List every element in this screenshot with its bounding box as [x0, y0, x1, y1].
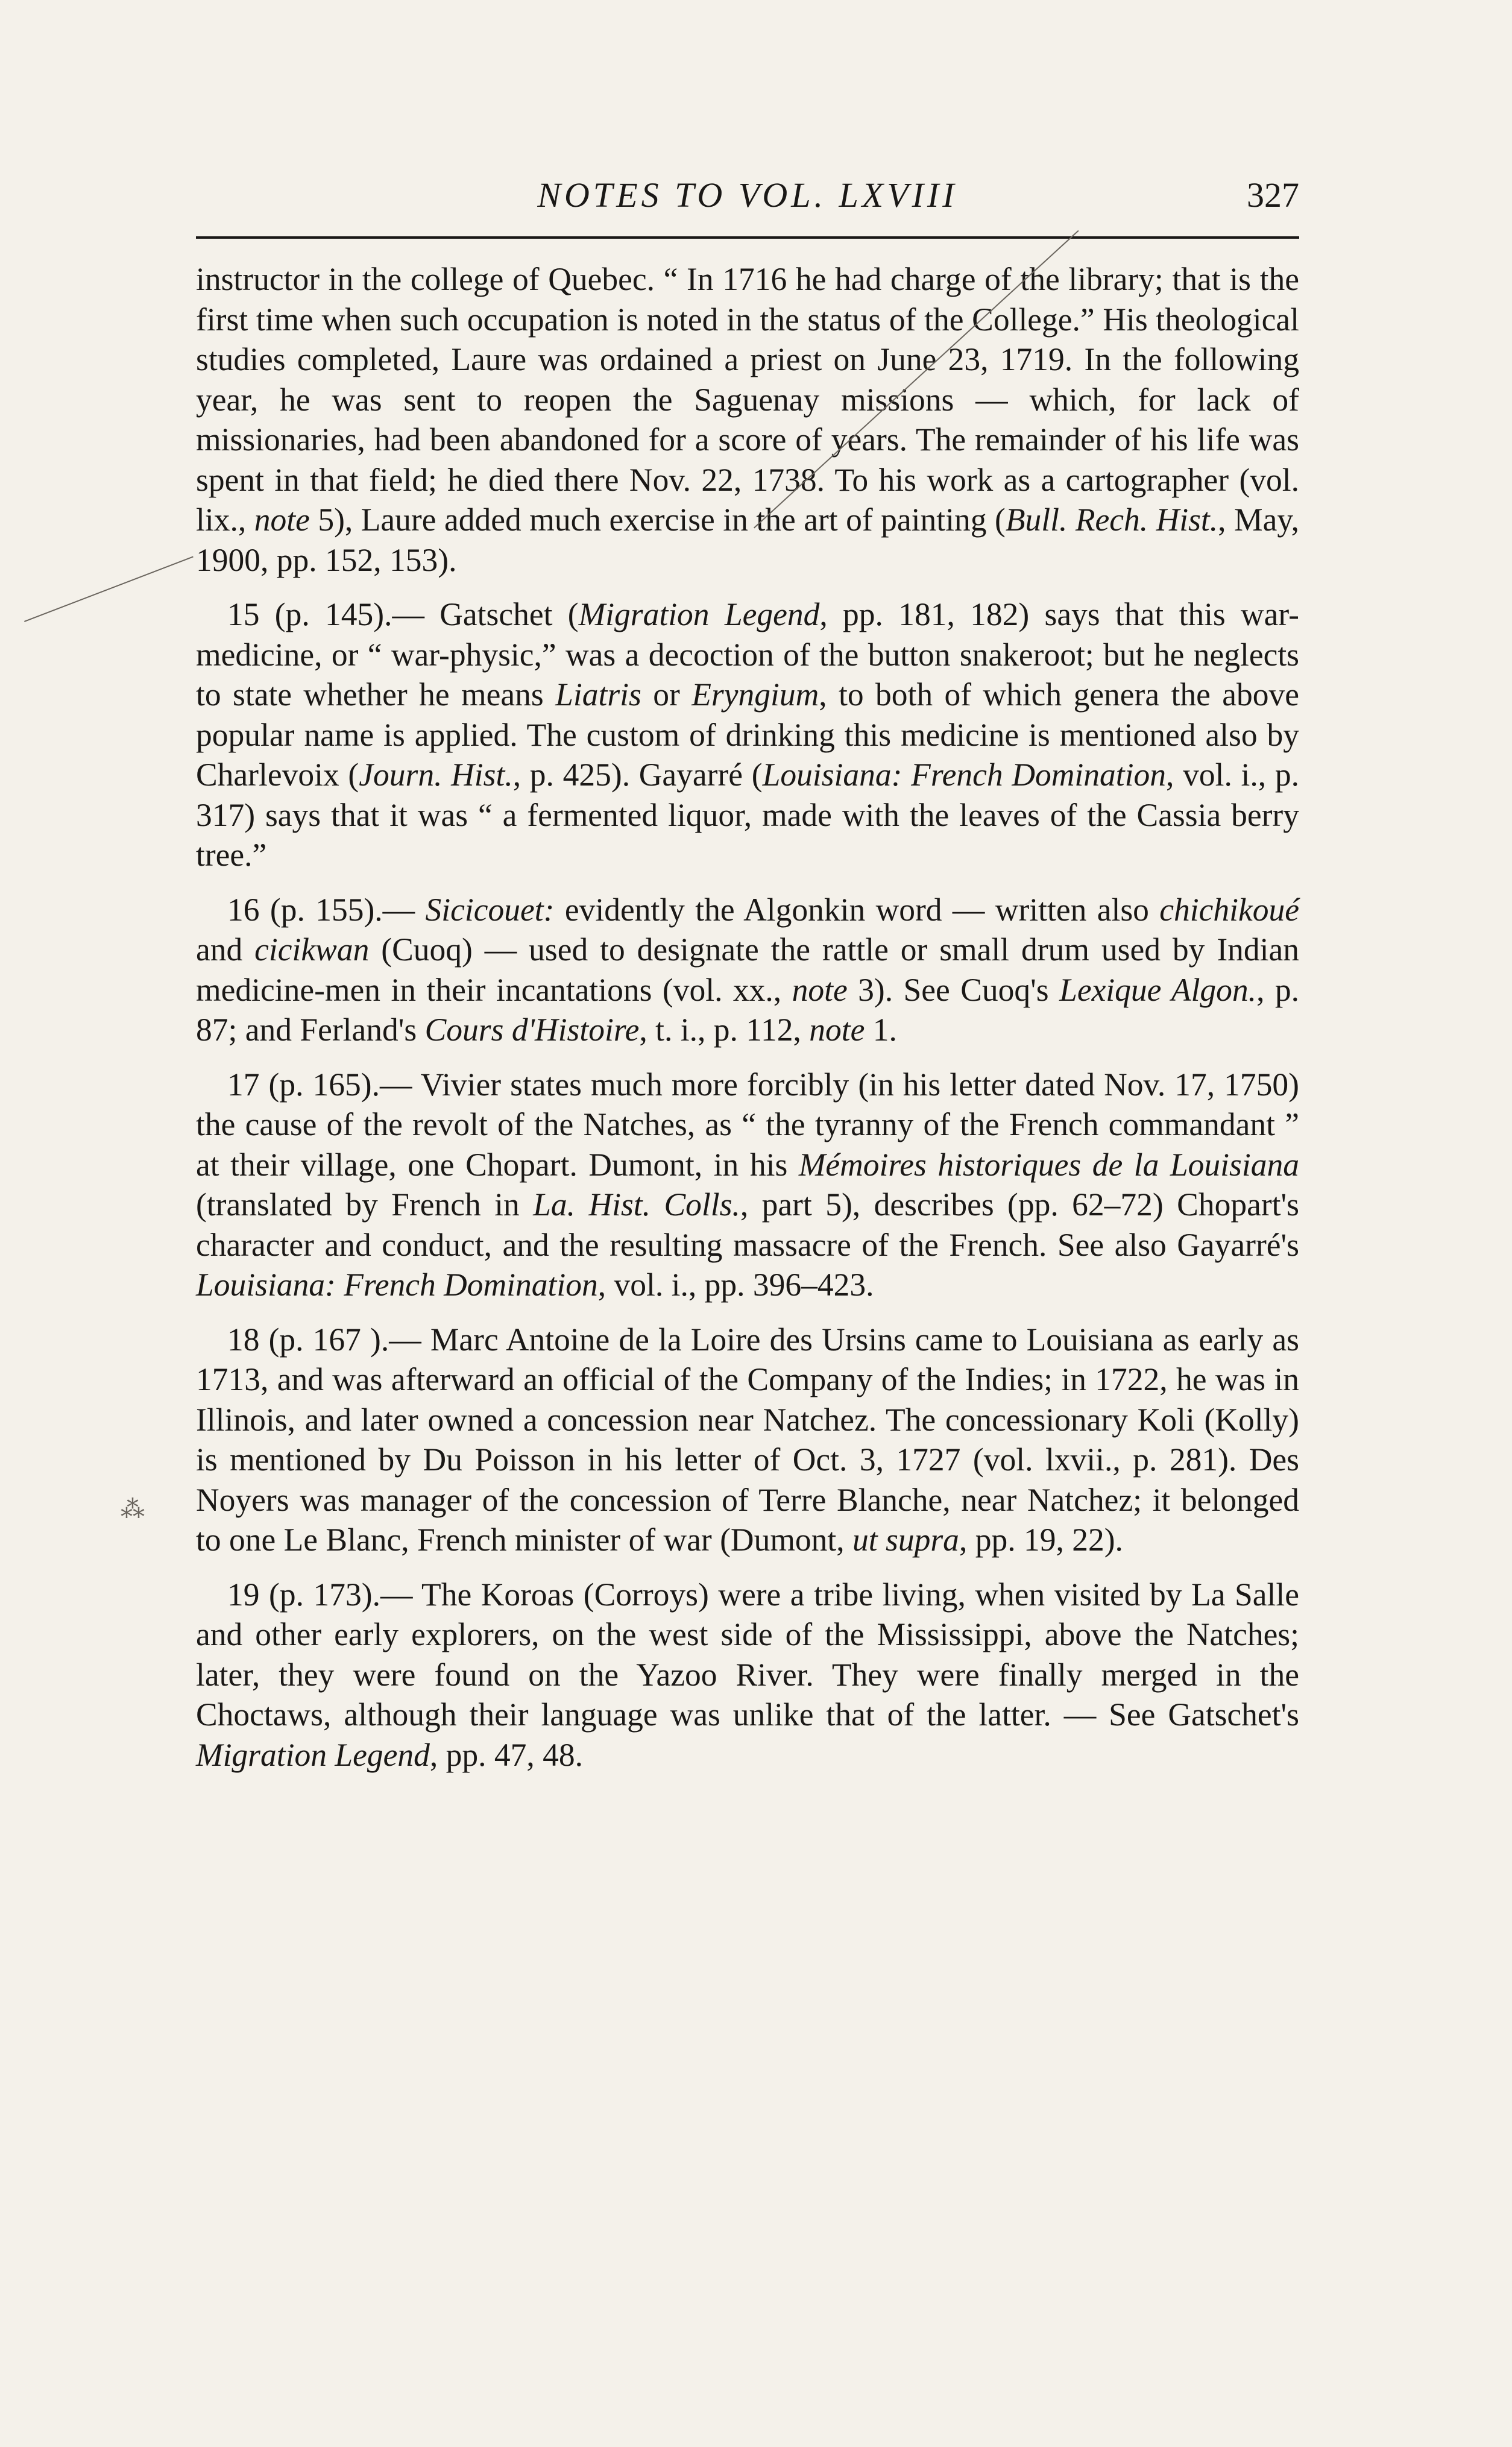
- note-text: , part 5), describes (pp. 62–72) Chopart's character and conduct, and the resulting massacre of the French. See also Gayarré's: [196, 1186, 1299, 1263]
- note-text: , vol. i., pp. 396–423.: [597, 1267, 874, 1303]
- note-text: and: [196, 931, 255, 968]
- italic-citation: Lexique Algon.: [1059, 971, 1257, 1008]
- italic-citation: note: [792, 971, 848, 1008]
- running-head: [196, 175, 1299, 229]
- italic-citation: La. Hist. Colls.: [533, 1186, 740, 1223]
- italic-citation: Sicicouet:: [425, 891, 555, 928]
- note-paragraph: [196, 1575, 1299, 1775]
- italic-citation: chichikoué: [1159, 891, 1300, 928]
- scan-speck: ⁂: [121, 1496, 145, 1523]
- notes-body: [196, 259, 1299, 1789]
- note-text: , pp. 47, 48.: [429, 1736, 583, 1773]
- page-number: 327: [1247, 175, 1299, 215]
- italic-citation: note: [809, 1012, 865, 1048]
- note-paragraph: [196, 259, 1299, 580]
- italic-citation: Migration Legend: [196, 1736, 430, 1773]
- italic-citation: Mémoires historiques de la Louisiana: [798, 1146, 1299, 1183]
- running-title: NOTES TO VOL. LXVIII: [537, 175, 958, 215]
- note-text: , May, 1900, pp. 152, 153).: [196, 502, 1299, 578]
- note-text: , to both of which genera the above popular name is applied. The custom of drinking this medicine is mentioned also by Charlevoix (: [196, 676, 1299, 793]
- note-text: (Cuoq) — used to designate the rattle or small drum used by Indian medicine-men in their incantations (vol. xx.,: [196, 931, 1299, 1008]
- note-number: 15 (p. 145).: [227, 596, 392, 632]
- note-text: —: [382, 891, 426, 928]
- italic-citation: Louisiana: French Domination: [762, 757, 1166, 793]
- note-paragraph: [196, 1320, 1299, 1560]
- italic-citation: Bull. Rech. Hist.: [1005, 502, 1218, 538]
- italic-citation: note: [254, 502, 310, 538]
- note-text: — The Koroas (Corroys) were a tribe living, when visited by La Salle and other early explorers, on the west side of the Mississippi, above the Natches; later, they were found on the Yazoo River. They were finally merged in the Choctaws, although their language was unlike that of the latter. — See Gatschet's: [196, 1576, 1299, 1733]
- note-text: 3). See Cuoq's: [847, 971, 1060, 1008]
- italic-citation: Journ. Hist.: [359, 757, 513, 793]
- note-paragraph: [196, 594, 1299, 875]
- note-text: , p. 87; and Ferland's: [196, 971, 1299, 1048]
- note-paragraph: [196, 890, 1299, 1050]
- italic-citation: Migration Legend: [578, 596, 820, 632]
- note-text: (translated by French in: [196, 1186, 534, 1223]
- italic-citation: Louisiana: French Domination: [196, 1267, 598, 1303]
- italic-citation: cicikwan: [254, 931, 370, 968]
- note-text: or: [641, 676, 692, 713]
- note-text: , pp. 19, 22).: [959, 1522, 1123, 1558]
- note-paragraph: [196, 1065, 1299, 1305]
- note-text: , t. i., p. 112,: [639, 1012, 810, 1048]
- note-number: 18 (p. 167 ).: [227, 1321, 389, 1358]
- italic-citation: Eryngium: [691, 676, 819, 713]
- note-text: — Marc Antoine de la Loire des Ursins came to Louisiana as early as 1713, and was afterward an official of the Company of the Indies; in 1722, he was in Illinois, and later owned a concession near Natchez. The concessionary Koli (Kolly) is mentioned by Du Poisson in his letter of Oct. 3, 1727 (vol. lxvii., p. 281). Des Noyers was manager of the concession of Terre Blanche, near Natchez; it belonged to one Le Blanc, French minister of war (Dumont,: [196, 1321, 1299, 1558]
- header-rule: [196, 236, 1299, 239]
- note-text: 5), Laure added much exercise in the art of painting (: [309, 502, 1006, 538]
- note-text: — Vivier states much more forcibly (in his letter dated Nov. 17, 1750) the cause of the revolt of the Natches, as “ the tyranny of the French commandant ” at their village, one Chopart. Dumont, in his: [196, 1066, 1299, 1183]
- note-text: 1.: [865, 1012, 897, 1048]
- italic-citation: ut supra: [852, 1522, 959, 1558]
- pencil-mark: [24, 556, 194, 622]
- note-number: 16 (p. 155).: [227, 891, 383, 928]
- note-text: evidently the Algonkin word — written also: [554, 891, 1160, 928]
- italic-citation: Liatris: [555, 676, 641, 713]
- note-text: , p. 425). Gayarré (: [512, 757, 763, 793]
- note-text: — Gatschet (: [392, 596, 579, 632]
- note-text: instructor in the college of Quebec. “ In 1716 he had charge of the library; that is the first time when such occupation is noted in the status of the College.” His theological studies completed, Laure was ordained a priest on June 23, 1719. In the following year, he was sent to reopen the Saguenay missions — which, for lack of missionaries, had been abandoned for a score of years. The remainder of his life was spent in that field; he died there Nov. 22, 1738. To his work as a cartographer (vol. lix.,: [196, 261, 1299, 538]
- note-text: , pp. 181, 182) says that this war-medicine, or “ war-physic,” was a decoction of the button snakeroot; but he neglects to state whether he means: [196, 596, 1299, 713]
- note-number: 17 (p. 165).: [227, 1066, 380, 1103]
- italic-citation: Cours d'Histoire: [424, 1012, 640, 1048]
- note-text: , vol. i., p. 317) says that it was “ a fermented liquor, made with the leaves of the Cassia berry tree.”: [196, 757, 1299, 873]
- note-number: 19 (p. 173).: [227, 1576, 380, 1613]
